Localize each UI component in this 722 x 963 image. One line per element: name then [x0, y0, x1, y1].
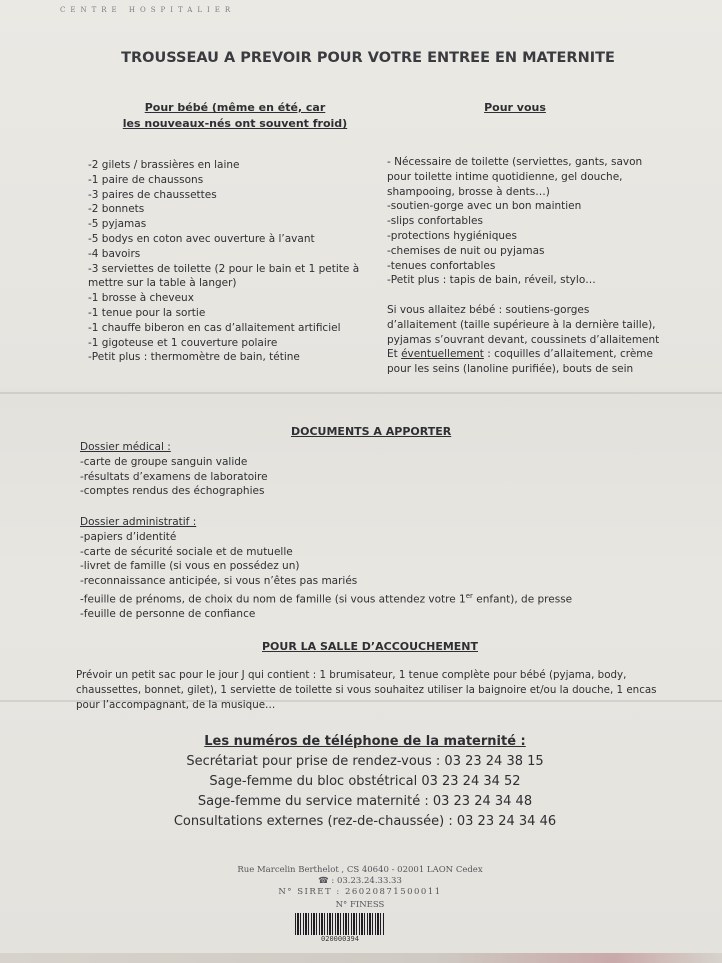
admin-list-item: -livret de famille (si vous en possédez un)	[80, 560, 300, 573]
breastfeeding-line: pyjamas s’ouvrant devant, coussinets d’allaitement	[387, 333, 660, 346]
you-list-item: -soutien-gorge avec un bon maintien	[387, 200, 582, 213]
delivery-paragraph	[76, 668, 716, 712]
you-list-item: -tenues confortables	[387, 259, 496, 272]
phone-numbers-block	[160, 732, 570, 832]
you-list-item: -Petit plus : tapis de bain, réveil, stylo…	[387, 274, 596, 287]
footer-siret: N° SIRET : 26020871500011	[278, 887, 442, 897]
you-list-item: shampooing, brosse à dents…)	[387, 185, 550, 198]
admin-list-item: -reconnaissance anticipée, si vous n’êtes pas mariés	[80, 575, 358, 588]
baby-list-item: -Petit plus : thermomètre de bain, tétine	[88, 351, 300, 364]
admin-list-item: -papiers d’identité	[80, 530, 177, 543]
baby-list-item: -3 paires de chaussettes	[88, 188, 217, 201]
medical-list-item: -carte de groupe sanguin valide	[80, 455, 248, 468]
baby-items-list	[88, 158, 388, 365]
phone-line: Sage-femme du bloc obstétrical 03 23 24 34 52	[209, 774, 521, 789]
you-list-item: -slips confortables	[387, 215, 483, 228]
baby-list-item: -2 bonnets	[88, 203, 145, 216]
bottom-edge	[0, 953, 722, 963]
documents-heading: DOCUMENTS A APPORTER	[291, 425, 452, 438]
baby-list-item: -4 bavoirs	[88, 247, 141, 260]
you-items-list	[387, 155, 687, 288]
barcode-number: 020000394	[321, 935, 359, 943]
you-list-item: - Nécessaire de toilette (serviettes, gants, savon	[387, 156, 643, 168]
baby-list-item: -1 tenue pour la sortie	[88, 306, 206, 319]
medical-heading: Dossier médical :	[80, 441, 171, 453]
delivery-line: chaussettes, bonnet, gilet), 1 serviette de toilette si vous souhaitez utiliser la baignoire et/ou la douche, 1 encas	[76, 683, 657, 696]
you-list-item: -chemises de nuit ou pyjamas	[387, 244, 545, 257]
admin-dossier	[80, 515, 640, 622]
baby-list-item: -3 serviettes de toilette (2 pour le bain et 1 petite à	[88, 262, 360, 275]
hospital-brand: CENTRE HOSPITALIER	[60, 6, 236, 14]
eventually-word: éventuellement	[401, 348, 484, 361]
breastfeeding-paragraph: Si vous allaitez bébé : soutiens-gorges d’allaitement (taille supérieure à la dernière taille), pyjamas s’ouvrant devant, coussinets d’allaitement Et éventuellement : coquilles d’allaitement, crème pour les seins (lanoline purifiée), bouts de sein	[387, 303, 697, 377]
admin-heading: Dossier administratif :	[80, 516, 197, 528]
you-heading: Pour vous	[484, 101, 546, 114]
admin-last-item: -feuille de personne de confiance	[80, 608, 256, 621]
admin-names-item: -feuille de prénoms, de choix du nom de famille (si vous attendez votre 1er enfant), de presse	[80, 591, 573, 606]
baby-heading: Pour bébé (même en été, car les nouveaux-nés ont souvent froid)	[122, 101, 348, 130]
page-title: TROUSSEAU A PREVOIR POUR VOTRE ENTREE EN MATERNITE	[121, 50, 615, 66]
medical-list-item: -comptes rendus des échographies	[80, 485, 265, 498]
baby-list-item: -1 gigoteuse et 1 couverture polaire	[88, 336, 278, 349]
breastfeeding-line: d’allaitement (taille supérieure à la dernière taille),	[387, 318, 656, 331]
baby-list-item: -1 brosse à cheveux	[88, 292, 194, 305]
delivery-line: pour l’accompagnant, de la musique…	[76, 698, 276, 711]
baby-list-item: -1 chauffe biberon en cas d’allaitement artificiel	[88, 321, 341, 334]
medical-dossier	[80, 440, 480, 499]
breastfeeding-line: Si vous allaitez bébé : soutiens-gorges	[387, 304, 590, 316]
delivery-heading: POUR LA SALLE D’ACCOUCHEMENT	[262, 640, 479, 653]
phone-icon: ☎	[318, 876, 329, 886]
you-list-item: -protections hygiéniques	[387, 229, 517, 242]
medical-list-item: -résultats d’examens de laboratoire	[80, 470, 268, 483]
phone-line: Consultations externes (rez-de-chaussée) : 03 23 24 34 46	[173, 814, 557, 829]
baby-list-item: mettre sur la table à langer)	[88, 277, 237, 290]
footer-finess: N° FINESS	[335, 900, 385, 910]
phones-heading: Les numéros de téléphone de la maternité :	[204, 734, 526, 749]
baby-list-item: -1 paire de chaussons	[88, 173, 204, 186]
phone-line: Secrétariat pour prise de rendez-vous : 03 23 24 38 15	[186, 754, 544, 769]
admin-list-item: -carte de sécurité sociale et de mutuelle	[80, 545, 293, 558]
delivery-line: Prévoir un petit sac pour le jour J qui contient : 1 brumisateur, 1 tenue complète pour bébé (pyjama, body,	[76, 669, 627, 681]
paper-fold	[0, 392, 722, 394]
footer-phone: : 03.23.24.33.33	[328, 876, 402, 886]
baby-list-item: -2 gilets / brassières en laine	[88, 159, 240, 171]
baby-list-item: -5 bodys en coton avec ouverture à l’avant	[88, 232, 315, 245]
baby-list-item: -5 pyjamas	[88, 218, 147, 231]
you-list-item: pour toilette intime quotidienne, gel douche,	[387, 170, 623, 183]
footer-address: Rue Marcelin Berthelot , CS 40640 - 02001 LAON Cedex	[237, 865, 483, 875]
barcode	[295, 913, 385, 935]
footer-address-block	[210, 865, 510, 911]
phone-line: Sage-femme du service maternité : 03 23 24 34 48	[197, 794, 533, 809]
